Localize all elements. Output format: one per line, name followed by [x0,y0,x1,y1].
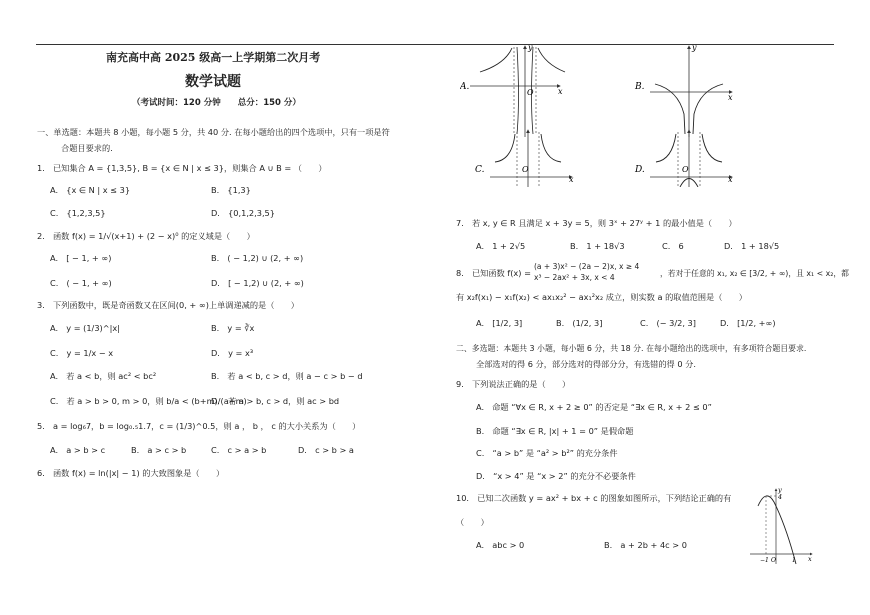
q10-graph [748,486,816,566]
graph-a[interactable] [460,43,565,137]
svg-text:O: O [771,557,776,564]
q8-stem-b: ，若对于任意的 x₁, x₂ ∈ [3/2, + ∞)，且 x₁ < x₂，都 [660,269,849,278]
svg-text:x: x [728,93,733,102]
q2-option-b[interactable]: B. ( − 1,2) ∪ (2, + ∞) [211,253,304,263]
q4-option-b[interactable]: B. 若 a < b, c > d，则 a − c > b − d [211,371,363,381]
q2-stem: 2. 函数 f(x) = 1/√(x+1) + (2 − x)⁰ 的定义域是（ ） [37,231,255,241]
exam-info: （考试时间：120 分钟 总分：150 分） [132,98,301,108]
q3-option-b[interactable]: B. y = ∛x [211,323,255,333]
svg-text:O: O [527,88,534,97]
q9-option-c[interactable]: C. “a > b” 是 “a² > b²” 的充分条件 [476,448,618,458]
q6-graphs [460,42,840,187]
q8-option-b[interactable]: B. (1/2, 3] [556,318,603,328]
svg-text:O: O [682,165,689,174]
subject-title: 数学试题 [185,74,241,90]
q9-stem: 9. 下列说法正确的是（ ） [456,379,571,389]
q3-stem: 3. 下列函数中，既是奇函数又在区间(0, + ∞)上单调递减的是（ ） [37,300,299,310]
svg-text:x: x [558,87,563,96]
q7-option-c[interactable]: C. 6 [662,241,684,251]
q10-stem: 10. 已知二次函数 y = ax² + bx + c 的图象如图所示，下列结论正确的有 [456,493,732,503]
q2-option-c[interactable]: C. ( − 1, + ∞) [50,278,112,288]
svg-text:−1: −1 [760,557,769,564]
q5-option-b[interactable]: B. a > c > b [131,445,187,455]
svg-text:x: x [728,175,733,184]
q10-paren: （ ） [456,517,489,527]
svg-text:C.: C. [475,165,485,175]
q4-option-a[interactable]: A. 若 a < b，则 ac² < bc² [50,371,157,381]
section1-line1: 一、单选题：本题共 8 小题，每小题 5 分，共 40 分. 在每小题给出的四个选项中，只有一项是符 [37,127,390,137]
exam-title: 南充高中高 2025 级高一上学期第二次月考 [106,51,321,64]
svg-text:B.: B. [635,82,645,92]
section2-line2: 全部选对的得 6 分，部分选对的得部分分，有选错的得 0 分. [476,359,696,369]
q6-stem: 6. 函数 f(x) = ln(|x| − 1) 的大致图象是（ ） [37,468,225,478]
svg-text:x: x [569,175,574,184]
graph-c[interactable] [475,130,574,187]
svg-text:x: x [808,555,812,563]
q8-option-d[interactable]: D. [1/2, +∞) [720,318,776,328]
q1-option-b[interactable]: B. {1,3} [211,185,251,195]
section1-line2: 合题目要求的. [61,143,113,153]
q8-option-a[interactable]: A. [1/2, 3] [476,318,523,328]
q3-option-d[interactable]: D. y = x³ [211,348,254,358]
svg-text:1: 1 [792,557,796,564]
q2-option-d[interactable]: D. [ − 1,2) ∪ (2, + ∞) [211,278,304,288]
q10-option-a[interactable]: A. abc > 0 [476,540,525,550]
q5-option-d[interactable]: D. c > b > a [298,445,354,455]
q7-option-b[interactable]: B. 1 + 18√3 [570,241,625,251]
q7-option-a[interactable]: A. 1 + 2√5 [476,241,526,251]
q5-stem: 5. a = log₆7，b = log₀.₅1.7，c = (1/3)^0.5，则 a ， b ， c 的大小关系为（ ） [37,421,361,431]
q1-option-d[interactable]: D. {0,1,2,3,5} [211,208,275,218]
section2-line1: 二、多选题：本题共 3 小题，每小题 6 分，共 18 分. 在每小题给出的选项中，有多项符合题目要求. [456,344,807,353]
q7-option-d[interactable]: D. 1 + 18√5 [724,241,780,251]
q2-option-a[interactable]: A. [ − 1, + ∞) [50,253,112,263]
q3-option-c[interactable]: C. y = 1/x − x [50,348,114,358]
q8-stem-c: 有 x₂f(x₁) − x₁f(x₂) < ax₁x₂² − ax₁²x₂ 成立，则实数 a 的取值范围是（ ） [456,292,747,302]
svg-text:D.: D. [635,165,645,175]
graph-b[interactable] [634,43,733,137]
svg-text:y: y [778,486,782,494]
q4-option-d[interactable]: D. 若 a > b, c > d，则 ac > bd [211,396,340,406]
q7-stem: 7. 若 x, y ∈ R 且满足 x + 3y = 5，则 3ˣ + 27ʸ + 1 的最小值是（ ） [456,218,737,228]
graph-d[interactable] [634,130,733,187]
graph-a-label: A. [460,82,470,92]
q9-option-a[interactable]: A. 命题 “∀x ∈ R, x + 2 ≥ 0” 的否定是 “∃x ∈ R, x + 2 ≤ 0” [476,402,712,412]
q1-stem: 1. 已知集合 A = {1,3,5}, B = {x ∈ N | x ≤ 3}，则集合 A ∪ B = （ ） [37,163,327,173]
q8-case-2: x³ − 2ax² + 3x, x < 4 [534,273,615,282]
svg-text:y: y [528,43,533,52]
q9-option-d[interactable]: D. “x > 4” 是 “x > 2” 的充分不必要条件 [476,471,636,481]
q8-case-1: (a + 3)x² − (2a − 2)x, x ≥ 4 [534,262,640,271]
q5-option-c[interactable]: C. c > a > b [211,445,267,455]
q10-option-b[interactable]: B. a + 2b + 4c > 0 [604,540,687,550]
q1-option-c[interactable]: C. {1,2,3,5} [50,208,106,218]
q9-option-b[interactable]: B. 命题 “∃x ∈ R, |x| + 1 = 0” 是假命题 [476,426,634,436]
q8-stem-a: 8. 已知函数 f(x) = [456,268,531,278]
q8-option-c[interactable]: C. (− 3/2, 3] [640,318,696,328]
q1-option-a[interactable]: A. {x ∈ N | x ≤ 3} [50,185,131,195]
svg-text:4: 4 [778,493,783,501]
q3-option-a[interactable]: A. y = (1/3)^|x| [50,323,120,333]
q4-option-c[interactable]: C. 若 a > b > 0, m > 0，则 b/a < (b+m)/(a+m) [50,396,247,406]
q5-option-a[interactable]: A. a > b > c [50,445,106,455]
svg-text:O: O [522,165,529,174]
svg-text:y: y [692,43,697,52]
